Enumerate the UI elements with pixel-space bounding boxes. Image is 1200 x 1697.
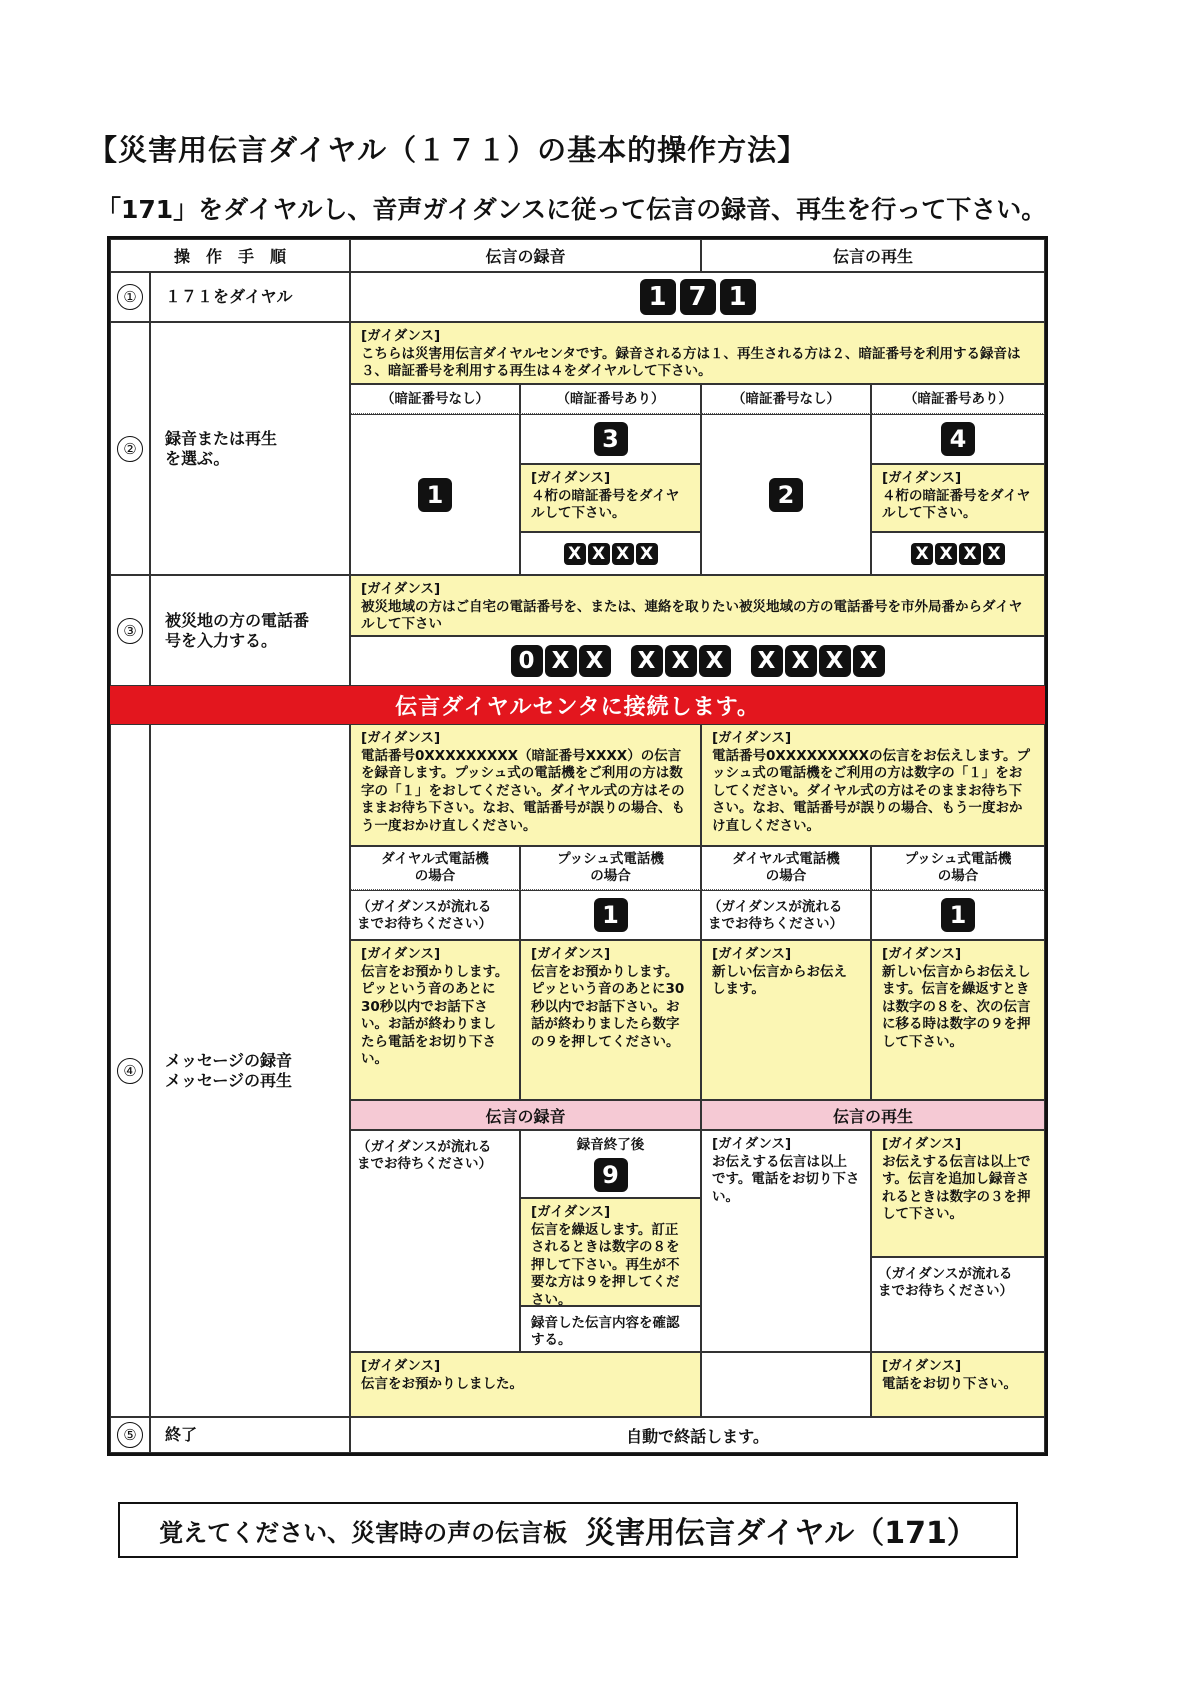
record-end-label: 録音終了後 [576, 1137, 645, 1153]
step4-record-guidance: [ガイダンス] 電話番号0XXXXXXXXX（暗証番号XXXX）の伝言を録音します。プッシュ式の電話機をご利用の方は数字の「１」をおしてください。ダイヤル式の方はそのままお待ち下さい。なお、電話番号が誤りの場合、もう一度おかけ直しください。 [350, 724, 701, 846]
step-number-1: ① [110, 272, 150, 322]
step2-record-key-cell [350, 414, 520, 575]
step2-guidance: [ガイダンス] こちらは災害用伝言ダイヤルセンタです。録音される方は１、再生される方は２、暗証番号を利用する録音は３、暗証番号を利用する再生は４をダイヤルして下さい。 [350, 322, 1045, 384]
step2-play-key-cell [701, 414, 871, 575]
step2-play-no-pin: （暗証番号なし） [701, 384, 871, 414]
play-final-empty [701, 1352, 871, 1417]
record-confirm-note: 録音した伝言内容を確認する。 [520, 1306, 701, 1352]
record-confirm-guidance: [ガイダンス] 伝言を繰返します。訂正されるときは数字の８を押して下さい。再生が不要な方は９を押してください。 [520, 1198, 701, 1306]
sub-header-playback: 伝言の再生 [701, 1100, 1045, 1130]
play-push-key-cell [871, 890, 1045, 940]
step2-record-pin-key-cell [520, 414, 701, 464]
step-label-5: 終了 [150, 1417, 350, 1453]
step2-play-pin-key-cell [871, 414, 1045, 464]
step-number-2: ② [110, 322, 150, 575]
record-end-key-cell [520, 1130, 701, 1198]
key-push-play-1: 1 [941, 898, 975, 932]
record-dial-wait: （ガイダンスが流れる までお待ちください） [350, 890, 520, 940]
play-end-guidance-push: [ガイダンス] お伝えする伝言は以上です。伝言を追加し録音されるときは数字の３を押して下さい。 [871, 1130, 1045, 1257]
step4-play-guidance: [ガイダンス] 電話番号0XXXXXXXXXの伝言をお伝えします。プッシュ式の電話機をご利用の方は数字の「１」をおしてください。ダイヤル式の方はそのままお待ち下さい。なお、電話番号が誤りの場合、もう一度おかけ直しください。 [701, 724, 1045, 846]
play-dial-guidance: [ガイダンス] 新しい伝言からお伝えします。 [701, 940, 871, 1100]
step2-record-pin-guidance: [ガイダンス] ４桁の暗証番号をダイヤルして下さい。 [520, 464, 701, 532]
key-1-second: 1 [720, 279, 756, 315]
sub-header-record: 伝言の録音 [350, 1100, 701, 1130]
page-title: 【災害用伝言ダイヤル（１７１）の基本的操作方法】 [88, 133, 808, 167]
play-push-guidance: [ガイダンス] 新しい伝言からお伝えします。伝言を繰返すときは数字の８を、次の伝言に移る時は数字の９を押して下さい。 [871, 940, 1045, 1100]
record-dial-type: ダイヤル式電話機 の場合 [350, 846, 520, 890]
key-play-pin-4: 4 [941, 422, 975, 456]
play-end-guidance-dial: [ガイダンス] お伝えする伝言は以上です。電話をお切り下さい。 [701, 1130, 871, 1352]
step2-record-with-pin: （暗証番号あり） [520, 384, 701, 414]
header-playback: 伝言の再生 [701, 239, 1045, 272]
record-push-type: プッシュ式電話機 の場合 [520, 846, 701, 890]
record-push-guidance: [ガイダンス] 伝言をお預かりします。ピッという音のあとに30秒以内でお話下さい。お話が終わりましたら数字の９を押してください。 [520, 940, 701, 1100]
key-record-pin-3: 3 [594, 422, 628, 456]
step1-dial-keys [350, 272, 1045, 322]
step-label-3: 被災地の方の電話番 号を入力する。 [150, 575, 350, 686]
step-label-1: １７１をダイヤル [150, 272, 350, 322]
step-number-5: ⑤ [110, 1417, 150, 1453]
play-dial-type: ダイヤル式電話機 の場合 [701, 846, 871, 890]
footer-name: 災害用伝言ダイヤル（171） [585, 1516, 977, 1551]
phone-group-1: 0 X X [510, 645, 612, 677]
step2-play-pin-input: X X X X [871, 532, 1045, 575]
footer-lead: 覚えてください、災害時の声の伝言板 [159, 1518, 568, 1547]
step2-record-pin-input: X X X X [520, 532, 701, 575]
play-push-type: プッシュ式電話機 の場合 [871, 846, 1045, 890]
phone-group-3: X X X X [750, 645, 886, 677]
step-label-2: 録音または再生 を選ぶ。 [150, 322, 350, 575]
step2-record-no-pin: （暗証番号なし） [350, 384, 520, 414]
connect-bar: 伝言ダイヤルセンタに接続します。 [110, 686, 1045, 724]
key-9: 9 [594, 1158, 628, 1192]
step-number-3: ③ [110, 575, 150, 686]
record-end-wait: （ガイダンスが流れる までお待ちください） [350, 1130, 520, 1352]
header-record: 伝言の録音 [350, 239, 701, 272]
play-final-guidance: [ガイダンス] 電話をお切り下さい。 [871, 1352, 1045, 1417]
record-dial-guidance: [ガイダンス] 伝言をお預かりします。ピッという音のあとに30秒以内でお話下さい。お話が終わりましたら電話をお切り下さい。 [350, 940, 520, 1100]
play-end-wait: （ガイダンスが流れる までお待ちください） [871, 1257, 1045, 1352]
record-final-guidance: [ガイダンス] 伝言をお預かりしました。 [350, 1352, 701, 1417]
step2-play-with-pin: （暗証番号あり） [871, 384, 1045, 414]
key-push-record-1: 1 [594, 898, 628, 932]
step-label-4: メッセージの録音 メッセージの再生 [150, 724, 350, 1417]
step5-text: 自動で終話します。 [350, 1417, 1045, 1453]
key-record-1: 1 [418, 478, 452, 512]
footer-banner [118, 1502, 1018, 1558]
step-number-4: ④ [110, 724, 150, 1417]
record-push-key-cell [520, 890, 701, 940]
header-procedure: 操 作 手 順 [110, 239, 350, 272]
page-subtitle: 「171」をダイヤルし、音声ガイダンスに従って伝言の録音、再生を行って下さい。 [96, 195, 1047, 224]
step3-phone-input [350, 636, 1045, 686]
key-1: 1 [640, 279, 676, 315]
step3-guidance: [ガイダンス] 被災地域の方はご自宅の電話番号を、または、連絡を取りたい被災地域の方の電話番号を市外局番からダイヤルして下さい [350, 575, 1045, 636]
play-dial-wait: （ガイダンスが流れる までお待ちください） [701, 890, 871, 940]
step2-play-pin-guidance: [ガイダンス] ４桁の暗証番号をダイヤルして下さい。 [871, 464, 1045, 532]
key-7: 7 [680, 279, 716, 315]
key-play-2: 2 [769, 478, 803, 512]
phone-group-2: X X X [630, 645, 732, 677]
